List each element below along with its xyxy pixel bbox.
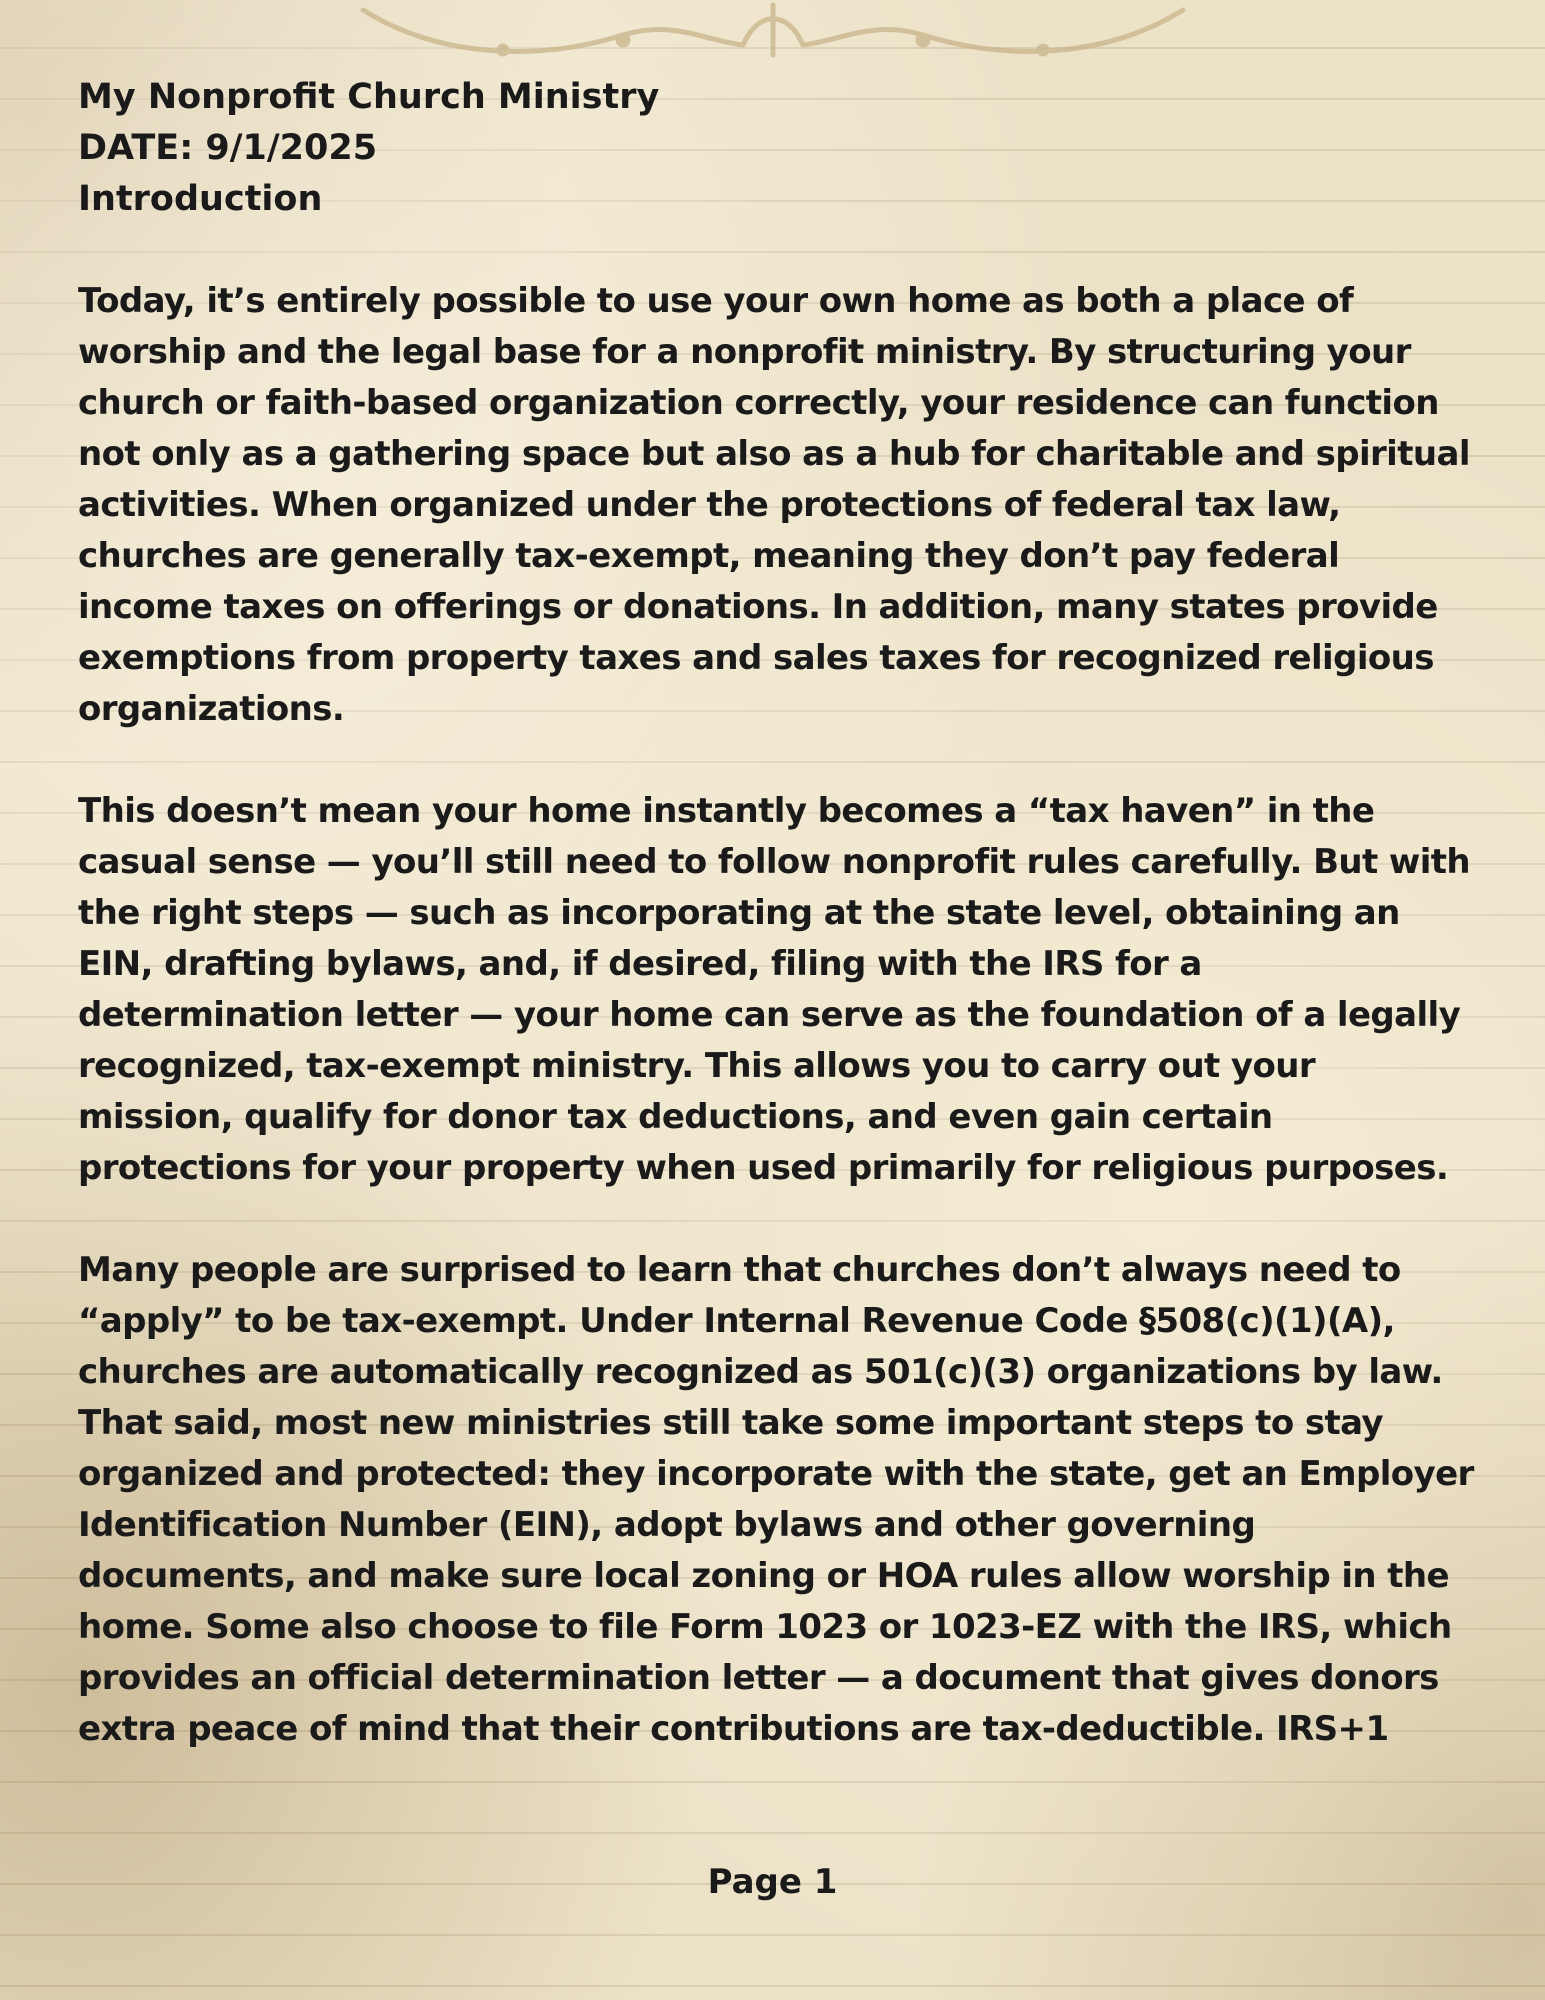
body-paragraph-2: This doesn’t mean your home instantly becomes a “tax haven” in the casual sense — you’ll still need to follow nonprofit rules carefully. But with the right steps — such as incorporating at the state level, obtaining an EIN, drafting bylaws, and, if desired, filing with the IRS for a determination letter — your home can serve as the foundation of a legally recognized, tax-exempt ministry. This allows you to carry out your mission, qualify for donor tax deductions, and even gain certain protections for your property when used primarily for religious purposes. (78, 791, 1471, 1188)
section-title: Introduction (78, 179, 323, 219)
page-number: Page 1 (707, 1862, 838, 1902)
body-paragraph-1: Today, it’s entirely possible to use your own home as both a place of worship and the legal base for a nonprofit ministry. By structuring your church or faith-based organization correctly, your residence can function not only as a gathering space but also as a hub for charitable and spiritual activities. When organized under the protections of federal tax law, churches are generally tax-exempt, meaning they don’t pay federal income taxes on offerings or donations. In addition, many states provide exemptions from property taxes and sales taxes for recognized religious organizations. (78, 281, 1470, 729)
decorative-scroll-ornament (323, 0, 1223, 70)
document-date: DATE: 9/1/2025 (78, 128, 378, 168)
organization-name: My Nonprofit Church Ministry (78, 77, 660, 117)
document-page (78, 72, 1478, 1755)
body-paragraph-3: Many people are surprised to learn that churches don’t always need to “apply” to be tax-exempt. Under Internal Revenue Code §508(c)(1)(A), churches are automatically recognized as 501(c)(3) organizations by law. That said, most new ministries still take some important steps to stay organized and protected: they incorporate with the state, get an Employer Identification Number (EIN), adopt bylaws and other governing documents, and make sure local zoning or HOA rules allow worship in the home. Some also choose to file Form 1023 or 1023-EZ with the IRS, which provides an official determination letter — a document that gives donors extra peace of mind that their contributions are tax-deductible. IRS+1 (78, 1250, 1474, 1749)
